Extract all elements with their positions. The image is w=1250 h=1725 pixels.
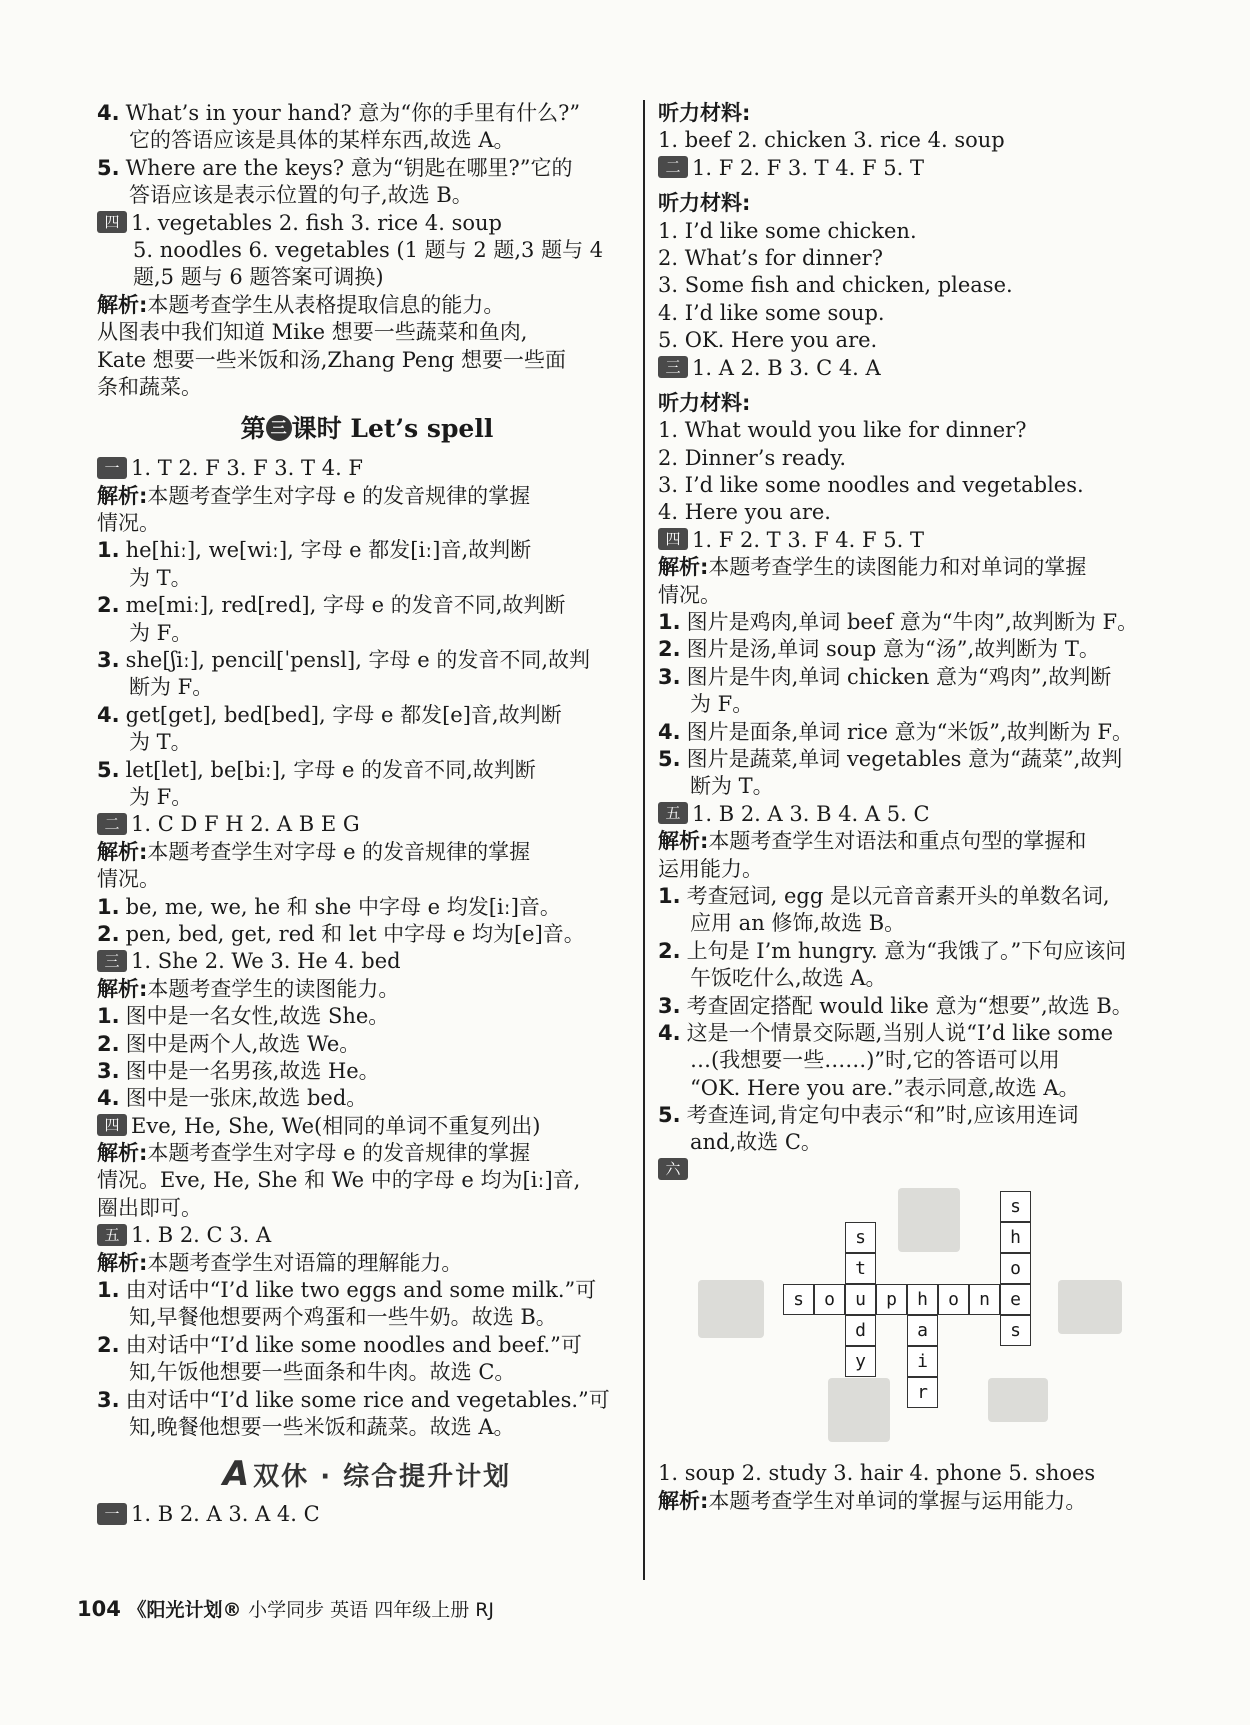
explanation-line (97, 1304, 637, 1331)
explanation-line (97, 1414, 637, 1441)
item-number: 3. (97, 1387, 120, 1412)
item-number: 3. (658, 664, 681, 689)
analysis-text: 情况。 (97, 511, 160, 536)
listening-line: 4. I’d like some soup. (658, 300, 885, 325)
s5-answers: 五 1. B 2. C 3. A (97, 1222, 637, 1249)
analysis-text: 本题考查学生的读图能力和对单词的掌握 (708, 555, 1087, 580)
r3-answers: 三 1. A 2. B 3. C 4. A (658, 355, 1194, 382)
analysis-line (97, 292, 637, 319)
explanation-line (658, 664, 1194, 691)
explanation-line (97, 182, 637, 209)
item-text: 图中是一名男孩,故选 He。 (125, 1058, 380, 1083)
analysis-text: 本题考查学生的读图能力。 (147, 976, 400, 1001)
item-text: 考查连词,肯定句中表示“和”时,应该用连词 (686, 1103, 1079, 1128)
item-text: 图中是一名女性,故选 She。 (125, 1004, 390, 1029)
item-text: get[get], bed[bed], 字母 e 都发[e]音,故判断 (125, 702, 562, 727)
item-text: What’s in your hand? 意为“你的手里有什么?” (125, 101, 581, 125)
explanation-line (97, 647, 637, 674)
analysis-text: 情况。 (97, 867, 160, 892)
listening-line: 5. OK. Here you are. (658, 328, 878, 353)
item-text: me[miː], red[red], 字母 e 的发音不同,故判断 (125, 593, 566, 618)
item-text: 图中是一张床,故选 bed。 (125, 1086, 368, 1111)
crossword-puzzle (658, 1188, 1194, 1458)
analysis-line (97, 483, 637, 510)
explanation-line (97, 1359, 637, 1386)
explanation-line (97, 565, 637, 592)
item-number: 1. (658, 883, 681, 908)
s4-answers: 四 Eve, He, She, We(相同的单词不重复列出) (97, 1113, 637, 1140)
s4-badge: 四 (97, 1114, 127, 1136)
item-number: 2. (658, 637, 681, 662)
explanation-line (97, 784, 637, 811)
analysis-label: 解析: (97, 483, 148, 508)
item-text: 图片是面条,单词 rice 意为“米饭”,故判断为 F。 (686, 719, 1133, 744)
right-column (658, 100, 1194, 1515)
analysis-label: 解析: (97, 292, 148, 317)
item-text: 为 T。 (129, 730, 192, 755)
item-text: 为 F。 (129, 784, 193, 809)
s2-badge: 二 (97, 813, 127, 835)
listening-line: 1. What would you like for dinner? (658, 418, 1027, 443)
crossword-cell-soupphone: o (938, 1284, 969, 1315)
item-text: 图片是汤,单词 soup 意为“汤”,故判断为 T。 (686, 637, 1100, 662)
item-number: 1. (658, 610, 681, 635)
r6-analysis: 解析:本题考查学生对单词的掌握与运用能力。 (658, 1488, 1087, 1513)
analysis-line (97, 1167, 637, 1194)
analysis-label: 解析: (658, 829, 709, 854)
item-text: 为 T。 (129, 565, 192, 590)
item-number: 1. (97, 1278, 120, 1303)
item-text: be, me, we, he 和 she 中字母 e 均发[iː]音。 (125, 894, 561, 919)
item-text: 图片是牛肉,单词 chicken 意为“鸡肉”,故判断 (686, 664, 1112, 689)
item-number: 1. (97, 894, 120, 919)
item-number: 3. (97, 648, 120, 673)
item-text: 上句是 I’m hungry. 意为“我饿了。”下句应该问 (686, 938, 1127, 963)
explanation-line (658, 719, 1194, 746)
item-text: 这是一个情景交际题,当别人说“I’d like some (686, 1020, 1114, 1045)
lesson-number-circle: 三 (266, 415, 292, 441)
analysis-line (97, 374, 637, 401)
analysis-line (97, 1140, 637, 1167)
item-text: 图中是两个人,故选 We。 (125, 1031, 361, 1056)
crossword-cell-soupphone: e (1000, 1284, 1031, 1315)
q4-answers-line2: 5. noodles 6. vegetables (1 题与 2 题,3 题与 4 (133, 237, 604, 262)
item-number: 3. (658, 993, 681, 1018)
crossword-cell-study: s (845, 1222, 876, 1253)
listening-line: 3. Some fish and chicken, please. (658, 273, 1013, 298)
analysis-line (658, 582, 1194, 609)
explanation-line (658, 1020, 1194, 1047)
item-number: 4. (658, 1020, 681, 1045)
item-text: 应用 an 修饰,故选 B。 (690, 911, 906, 936)
explanation-line (97, 620, 637, 647)
page-footer (77, 1595, 494, 1622)
analysis-text: 圈出即可。 (97, 1195, 202, 1220)
r5-answers: 五 1. B 2. A 3. B 4. A 5. C (658, 801, 1194, 828)
crossword-cell-soupphone: s (783, 1284, 814, 1315)
crossword-cell-shoes: s (1000, 1191, 1031, 1222)
item-text: 答语应该是表示位置的句子,故选 B。 (129, 183, 473, 208)
analysis-line (97, 510, 637, 537)
item-number: 1. (97, 538, 120, 563)
item-number: 2. (97, 1031, 120, 1056)
item-number: 5. (658, 1103, 681, 1128)
crossword-cell-soupphone: n (969, 1284, 1000, 1315)
crossword-cell-study: t (845, 1253, 876, 1284)
listening-line: 2. Dinner’s ready. (658, 445, 847, 470)
explanation-line (97, 127, 637, 154)
explanation-line (97, 1332, 637, 1359)
item-number: 1. (97, 1004, 120, 1029)
analysis-line (97, 319, 637, 346)
explanation-line (97, 1277, 637, 1304)
item-text: 知,晚餐他想要一些米饭和蔬菜。故选 A。 (129, 1414, 515, 1439)
analysis-text: 情况。 (658, 582, 721, 607)
s1-answers: 一 1. T 2. F 3. F 3. T 4. F (97, 455, 637, 482)
item-text: he[hiː], we[wiː], 字母 e 都发[iː]音,故判断 (125, 538, 532, 563)
crossword-cell-study: d (845, 1315, 876, 1346)
listening-line: 3. I’d like some noodles and vegetables. (658, 473, 1084, 498)
analysis-text: 从图表中我们知道 Mike 想要一些蔬菜和鱼肉, (97, 320, 528, 345)
crossword-cell-soupphone: h (907, 1284, 938, 1315)
q4-answers-line3: 题,5 题与 6 题答案可调换) (133, 265, 384, 290)
r6-answers: 1. soup 2. study 3. hair 4. phone 5. shoes (658, 1461, 1096, 1486)
q4-answers-line1: 四 1. vegetables 2. fish 3. rice 4. soup (97, 210, 637, 237)
item-number: 4. (97, 702, 120, 727)
analysis-line (97, 1195, 637, 1222)
girl-hair-picture (898, 1188, 960, 1252)
item-text: 由对话中“I’d like two eggs and some milk.”可 (125, 1278, 597, 1303)
analysis-line (658, 856, 1194, 883)
analysis-line (97, 866, 637, 893)
brand-name: 《阳光计划® (127, 1599, 242, 1621)
analysis-text: 本题考查学生对字母 e 的发音规律的掌握 (147, 1141, 531, 1166)
listening-label: 听力材料: (658, 191, 751, 216)
column-divider (643, 100, 645, 1580)
item-text: pen, bed, get, red 和 let 中字母 e 均为[e]音。 (125, 921, 585, 946)
explanation-line (658, 965, 1194, 992)
item-text: Where are the keys? 意为“钥匙在哪里?”它的 (125, 155, 573, 180)
explanation-line (97, 1031, 637, 1058)
item-text: 知,午饭他想要一些面条和牛肉。故选 C。 (129, 1360, 516, 1385)
item-number: 5. (97, 155, 120, 180)
item-number: 2. (97, 1332, 120, 1357)
item-text: “OK. Here you are.”表示同意,故选 A。 (690, 1075, 1080, 1100)
analysis-text: 本题考查学生对语篇的理解能力。 (147, 1250, 463, 1275)
analysis-line (658, 828, 1194, 855)
q4-badge: 四 (97, 211, 127, 233)
crossword-cell-soupphone: u (845, 1284, 876, 1315)
crossword-cell-shoes: s (1000, 1315, 1031, 1346)
analysis-text: Kate 想要一些米饭和汤,Zhang Peng 想要一些面 (97, 347, 566, 372)
listening-1: 1. beef 2. chicken 3. rice 4. soup (658, 128, 1005, 153)
explanation-line (97, 921, 637, 948)
item-text: 为 F。 (129, 620, 193, 645)
r3-badge: 三 (658, 356, 688, 378)
analysis-text: 本题考查学生对字母 e 的发音规律的掌握 (147, 483, 531, 508)
s3-badge: 三 (97, 950, 127, 972)
shoes-picture (988, 1378, 1048, 1422)
analysis-line (97, 347, 637, 374)
item-text: 午饭吃什么,故选 A。 (690, 966, 887, 991)
item-text: and,故选 C。 (690, 1130, 822, 1155)
explanation-line (658, 883, 1194, 910)
explanation-line (658, 1075, 1194, 1102)
crossword-cell-study: y (845, 1346, 876, 1377)
item-text: …(我想要一些……)”时,它的答语可以用 (690, 1048, 1060, 1073)
analysis-text: 本题考查学生对语法和重点句型的掌握和 (708, 829, 1087, 854)
analysis-label: 解析: (97, 1250, 148, 1275)
explanation-line (97, 1003, 637, 1030)
crossword-cell-hair: a (907, 1315, 938, 1346)
explanation-line (658, 1129, 1194, 1156)
item-text: 图片是鸡肉,单词 beef 意为“牛肉”,故判断为 F。 (686, 610, 1139, 635)
analysis-line (658, 554, 1194, 581)
item-text: 考查冠词, egg 是以元音音素开头的单数名词, (686, 883, 1110, 908)
explanation-line (97, 592, 637, 619)
explanation-line (97, 729, 637, 756)
s2-answers: 二 1. C D F H 2. A B E G (97, 811, 637, 838)
r4-badge: 四 (658, 528, 688, 550)
item-text: 知,早餐他想要两个鸡蛋和一些牛奶。故选 B。 (129, 1305, 557, 1330)
explanation-line (658, 636, 1194, 663)
item-number: 4. (97, 1086, 120, 1111)
explanation-line (97, 155, 637, 182)
item-text: 由对话中“I’d like some noodles and beef.”可 (125, 1332, 582, 1357)
crossword-cell-soupphone: p (876, 1284, 907, 1315)
item-text: 图片是蔬菜,单词 vegetables 意为“蔬菜”,故判 (686, 746, 1123, 771)
crossword-cell-hair: r (907, 1377, 938, 1408)
r2-badge: 二 (658, 156, 688, 178)
explanation-line (658, 1102, 1194, 1129)
explanation-line (658, 746, 1194, 773)
item-number: 2. (97, 921, 120, 946)
book-info: 小学同步 英语 四年级上册 RJ (248, 1599, 495, 1621)
explanation-line (658, 691, 1194, 718)
r4-answers: 四 1. F 2. T 3. F 4. F 5. T (658, 527, 1194, 554)
listening-label: 听力材料: (658, 101, 751, 125)
analysis-line (97, 839, 637, 866)
explanation-line (97, 1085, 637, 1112)
item-text: 考查固定搭配 would like 意为“想要”,故选 B。 (686, 993, 1133, 1018)
item-text: 断为 T。 (690, 774, 774, 799)
explanation-line (658, 938, 1194, 965)
analysis-label: 解析: (658, 555, 709, 580)
explanation-line (97, 702, 637, 729)
analysis-label: 解析: (97, 976, 148, 1001)
analysis-text: 条和蔬菜。 (97, 374, 202, 399)
crossword-cell-soupphone: o (814, 1284, 845, 1315)
listening-line: 1. I’d like some chicken. (658, 218, 917, 243)
item-number: 4. (97, 101, 120, 125)
r2-answers: 二 1. F 2. F 3. T 4. F 5. T (658, 155, 1194, 182)
page-number: 104 (77, 1597, 121, 1621)
item-number: 3. (97, 1058, 120, 1083)
item-number: 5. (97, 757, 120, 782)
analysis-text: 情况。Eve, He, She 和 We 中的字母 e 均为[iː]音, (97, 1168, 581, 1193)
listening-line: 2. What’s for dinner? (658, 245, 883, 270)
explanation-line (97, 1387, 637, 1414)
explanation-line (658, 910, 1194, 937)
r6-header (658, 1157, 1194, 1184)
analysis-text: 运用能力。 (658, 856, 763, 881)
item-text: 由对话中“I’d like some rice and vegetables.”可 (125, 1387, 610, 1412)
analysis-text: 本题考查学生从表格提取信息的能力。 (147, 292, 505, 317)
r6-badge: 六 (658, 1158, 688, 1180)
left-column (97, 100, 637, 1529)
explanation-line (97, 757, 637, 784)
study-room-picture (828, 1378, 890, 1442)
explanation-line (97, 674, 637, 701)
explanation-line (97, 894, 637, 921)
analysis-line (97, 976, 637, 1003)
explanation-line (658, 609, 1194, 636)
bowl-of-soup-picture (698, 1280, 764, 1338)
explanation-line (658, 1047, 1194, 1074)
item-number: 4. (658, 719, 681, 744)
s3-answers: 三 1. She 2. We 3. He 4. bed (97, 948, 637, 975)
item-text: 为 F。 (690, 692, 754, 717)
listening-label: 听力材料: (658, 390, 751, 415)
analysis-label: 解析: (97, 1141, 148, 1166)
analysis-text: 本题考查学生对字母 e 的发音规律的掌握 (147, 839, 531, 864)
analysis-label: 解析: (97, 839, 148, 864)
item-number: 2. (97, 593, 120, 618)
analysis-line (97, 1250, 637, 1277)
listening-line: 4. Here you are. (658, 500, 831, 525)
item-number: 2. (658, 938, 681, 963)
crossword-cell-shoes: o (1000, 1253, 1031, 1284)
explanation-line (97, 537, 637, 564)
section-title: 第 三 课时 Let’s spell (240, 414, 494, 444)
item-text: 它的答语应该是具体的某样东西,故选 A。 (129, 128, 515, 153)
explanation-line (658, 773, 1194, 800)
item-text: 断为 F。 (129, 675, 214, 700)
explanation-line (97, 100, 637, 127)
b1-answers: 一 1. B 2. A 3. A 4. C (97, 1501, 637, 1528)
b1-badge: 一 (97, 1503, 127, 1525)
explanation-line (97, 1058, 637, 1085)
weekend-banner: A双休 · 综合提升计划 (222, 1454, 512, 1495)
crossword-cell-hair: i (907, 1346, 938, 1377)
item-text: let[let], be[biː], 字母 e 的发音不同,故判断 (125, 757, 536, 782)
item-text: she[ʃiː], pencil[ˈpensl], 字母 e 的发音不同,故判 (125, 648, 590, 673)
r5-badge: 五 (658, 802, 688, 824)
explanation-line (658, 993, 1194, 1020)
item-number: 5. (658, 746, 681, 771)
telephone-picture (1058, 1280, 1122, 1334)
crossword-cell-shoes: h (1000, 1222, 1031, 1253)
s5-badge: 五 (97, 1224, 127, 1246)
s1-badge: 一 (97, 457, 127, 479)
